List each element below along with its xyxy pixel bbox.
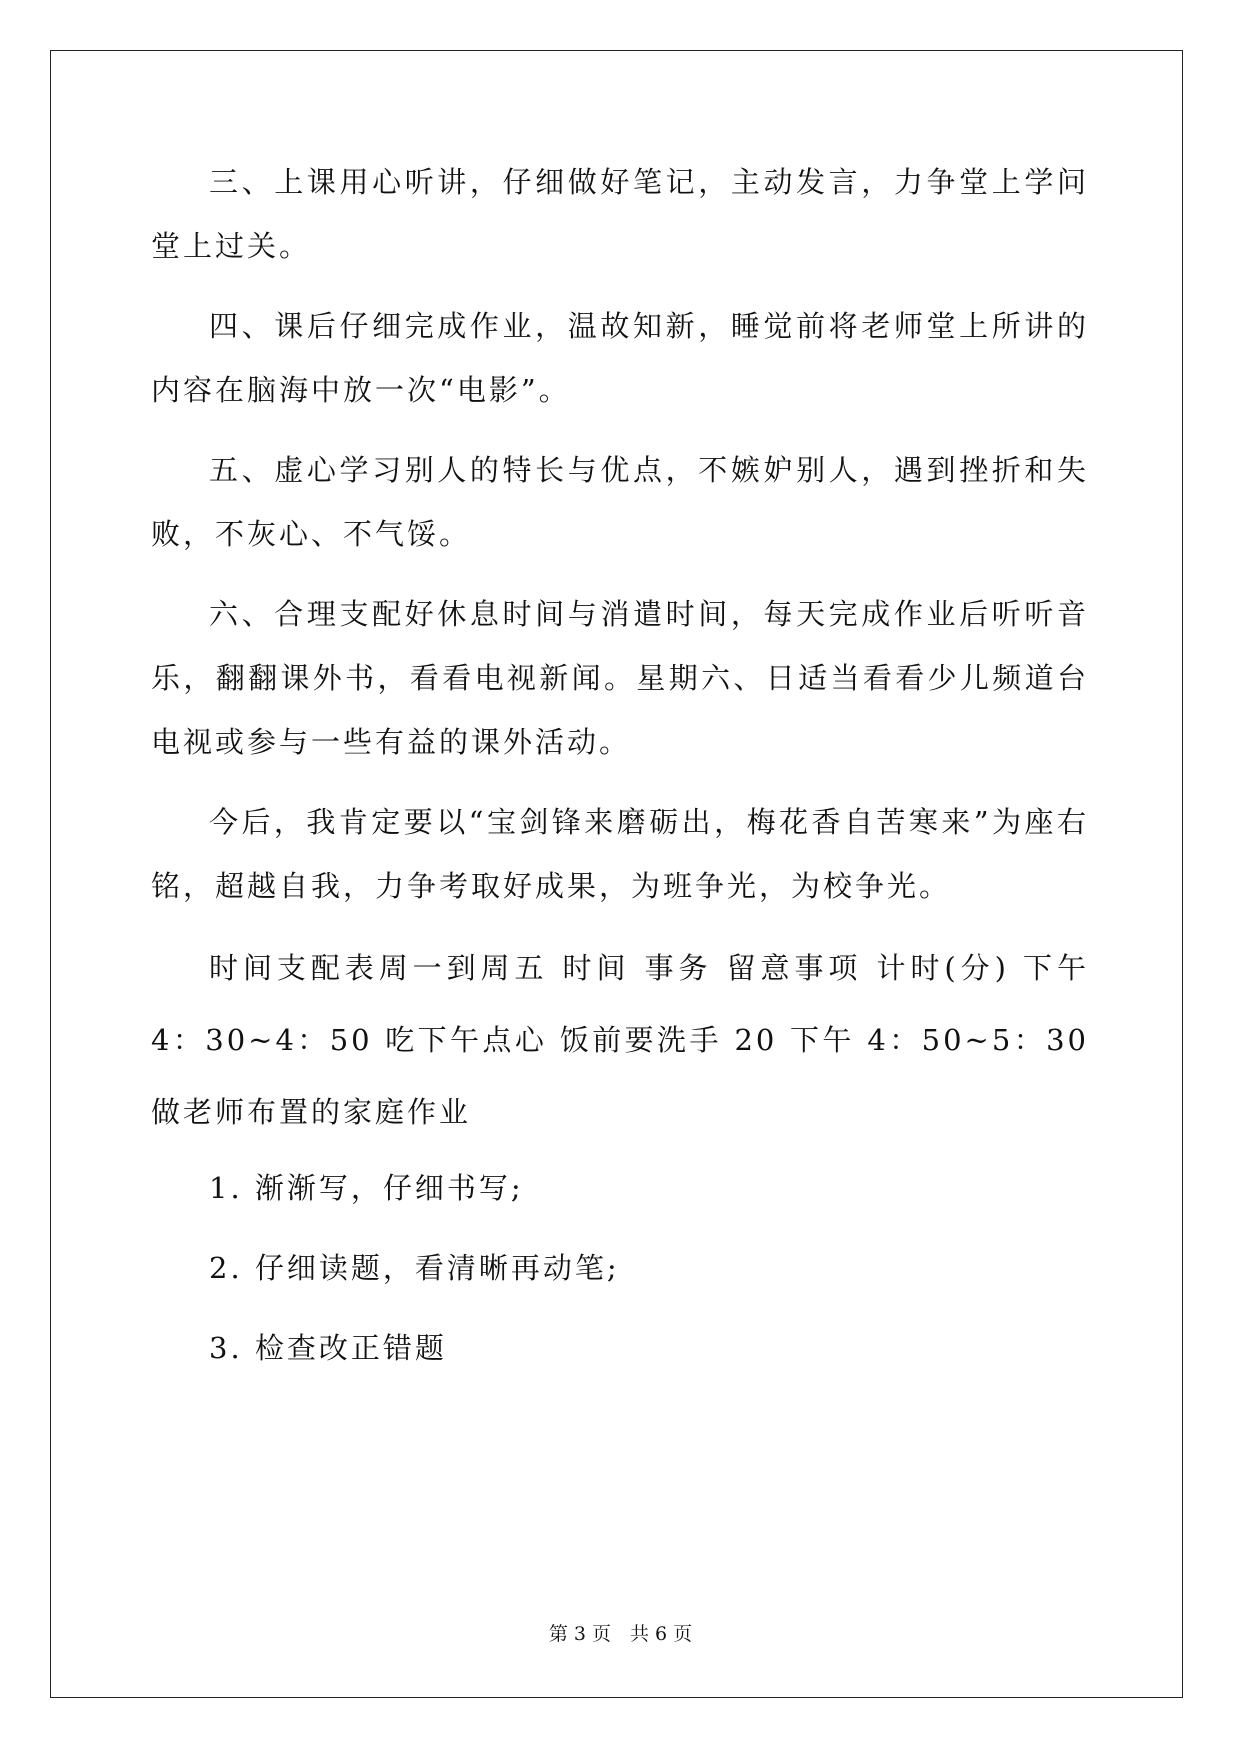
paragraph: 三、上课用心听讲，仔细做好笔记，主动发言，力争堂上学问堂上过关。 xyxy=(151,165,1089,263)
paragraph: 四、课后仔细完成作业，温故知新，睡觉前将老师堂上所讲的内容在脑海中放一次“电影”。 xyxy=(151,309,1089,407)
paragraph: 今后，我肯定要以“宝剑锋来磨砺出，梅花香自苦寒来”为座右铭，超越自我，力争考取好成果，为班争光，为校争光。 xyxy=(151,805,1089,903)
document-body xyxy=(151,150,1089,1380)
paragraph: 五、虚心学习别人的特长与优点，不嫉妒别人，遇到挫折和失败，不灰心、不气馁。 xyxy=(151,453,1089,551)
page-footer: 第 3 页 共 6 页 xyxy=(548,1623,693,1645)
list-item: 2. 仔细读题，看清晰再动笔; xyxy=(209,1251,620,1285)
paragraph: 时间支配表周一到周五 时间 事务 留意事项 计时(分) 下午 4：30~4：50 吃下午点心 饭前要洗手 20 下午 4：50~5：30 做老师布置的家庭作业 xyxy=(151,951,1089,1129)
list-item: 1. 渐渐写，仔细书写; xyxy=(209,1171,524,1205)
list-item: 3. 检查改正错题 xyxy=(209,1331,447,1365)
paragraph: 六、合理支配好休息时间与消遣时间，每天完成作业后听听音乐，翻翻课外书，看看电视新闻。星期六、日适当看看少儿频道台电视或参与一些有益的课外活动。 xyxy=(151,597,1089,759)
